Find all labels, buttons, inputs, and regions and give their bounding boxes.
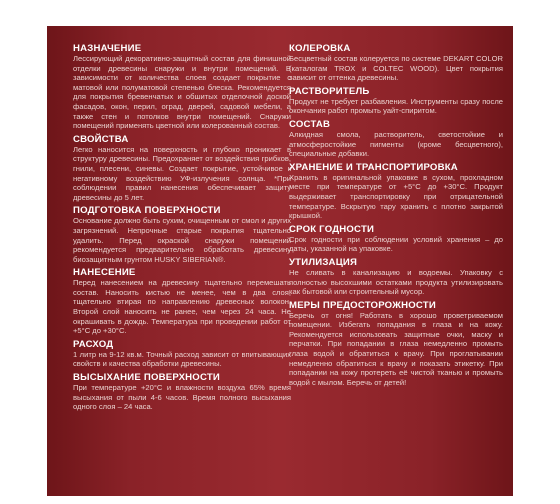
section-title: НАЗНАЧЕНИЕ xyxy=(73,43,142,54)
right-column xyxy=(289,43,503,390)
section-storage xyxy=(289,162,503,221)
section-text: Перед нанесением на древесину тщательно перемешать состав. Наносить кистью не менее, чем в два слоя, тщательно втирая по направлению древесных волокон. Второй слой наносить не ранее, чем через 24 часа. Не окрашивать в дождь. Температура при проведении работ от +5°С до +30°С. xyxy=(73,278,291,336)
section-text: Продукт не требует разбавления. Инструменты сразу после окончания работ промыть уайт-спиритом. xyxy=(289,96,503,116)
section-surface-prep xyxy=(73,205,291,264)
label-panel xyxy=(47,26,513,496)
section-text: Не сливать в канализацию и водоемы. Упаковку с полностью высохшими остатками продукта утилизировать как бытовой или строительный мусор. xyxy=(289,267,503,297)
section-solvent xyxy=(289,86,503,116)
section-text: Беречь от огня! Работать в хорошо проветриваемом помещении. Избегать попадания в глаза и на кожу. Рекомендуется использовать защитные очки, маску и перчатки. При попадании в глаза немедленно промыть глаза водой и обратиться к врачу. При проглатывании немедленно обратиться к врачу и показать этикетку. При попадании на кожу протереть её чистой тканью и промыть водой с мылом. Беречь от детей! xyxy=(289,310,503,387)
section-application xyxy=(73,267,291,336)
section-text: Основание должно быть сухим, очищенным от смол и других загрязнений. Непрочные старые покрытия тщательно удалить. Перед окраской снаружи помещений рекомендуется предварительно обработать древесину биозащитным грунтом HUSKY SIBERIAN®. xyxy=(73,216,291,264)
section-title: КОЛЕРОВКА xyxy=(289,43,351,54)
section-consumption xyxy=(73,339,291,369)
section-title: РАСХОД xyxy=(73,338,114,350)
left-column xyxy=(73,43,291,415)
section-shelf-life xyxy=(289,224,503,254)
section-tinting xyxy=(289,43,503,83)
section-title: УТИЛИЗАЦИЯ xyxy=(289,256,358,268)
section-composition xyxy=(289,119,503,159)
section-text: Срок годности при соблюдении условий хранения – до даты, указанной на упаковке. xyxy=(289,234,503,254)
section-title: ХРАНЕНИЕ И ТРАНСПОРТИРОВКА xyxy=(289,161,458,173)
section-disposal xyxy=(289,257,503,297)
section-text: Алкидная смола, растворитель, светостойкие и атмосферостойкие пигменты (кроме бесцветного), специальные добавки. xyxy=(289,129,503,159)
section-properties xyxy=(73,134,291,203)
section-text: Легко наносится на поверхность и глубоко проникает в структуру древесины. Предохраняет от воздействия грибков, гнили, плесени, синевы. Создает покрытие, устойчивое к негативному воздействию УФ-излучения солнца. *При соблюдении правил нанесения обеспечивает защиту древесины до 5 лет. xyxy=(73,144,291,202)
section-drying xyxy=(73,372,291,412)
section-title: НАНЕСЕНИЕ xyxy=(73,267,136,279)
section-text: 1 литр на 9-12 кв.м. Точный расход зависит от впитывающих свойств и качества обработки древесины. xyxy=(73,349,291,369)
section-text: Бесцветный состав колеруется по системе DEKART COLOR (каталогам TROX и COLTEC WOOD). Цвет покрытия зависит от оттенка древесины. xyxy=(289,54,503,83)
section-title: РАСТВОРИТЕЛЬ xyxy=(289,85,370,97)
section-purpose xyxy=(73,43,291,131)
section-title: СРОК ГОДНОСТИ xyxy=(289,223,375,235)
section-title: ВЫСЫХАНИЕ ПОВЕРХНОСТИ xyxy=(73,372,221,384)
section-text: Хранить в оригинальной упаковке в сухом, прохладном месте при температуре от +5°С до +30°С. Продукт выдерживает транспортировку при отрицательной температуре. Вскрытую тару хранить с плотно закрытой крышкой. xyxy=(289,172,503,221)
section-text: Лессирующий декоративно-защитный состав для финишной отделки древесины снаружи и внутри помещений. В зависимости от количества слоев создает покрытие с матовой или полуматовой степенью блеска. Рекомендуется для покрытия бревенчатых и обшитых отделочной доской фасадов, окон, перил, оград, дверей, садовой мебели, а также стен и потолков внутри помещений. Снаружи помещений применять цветной или колерованный состав. xyxy=(73,54,291,131)
section-title: СВОЙСТВА xyxy=(73,133,129,145)
section-title: ПОДГОТОВКА ПОВЕРХНОСТИ xyxy=(73,205,221,217)
section-text: При температуре +20°С и влажности воздуха 65% время высыхания от пыли 4-6 часов. Время полного высыхания одного слоя – 24 часа. xyxy=(73,383,291,412)
section-title: СОСТАВ xyxy=(289,118,331,130)
section-title: МЕРЫ ПРЕДОСТОРОЖНОСТИ xyxy=(289,299,436,311)
section-precautions xyxy=(289,300,503,388)
